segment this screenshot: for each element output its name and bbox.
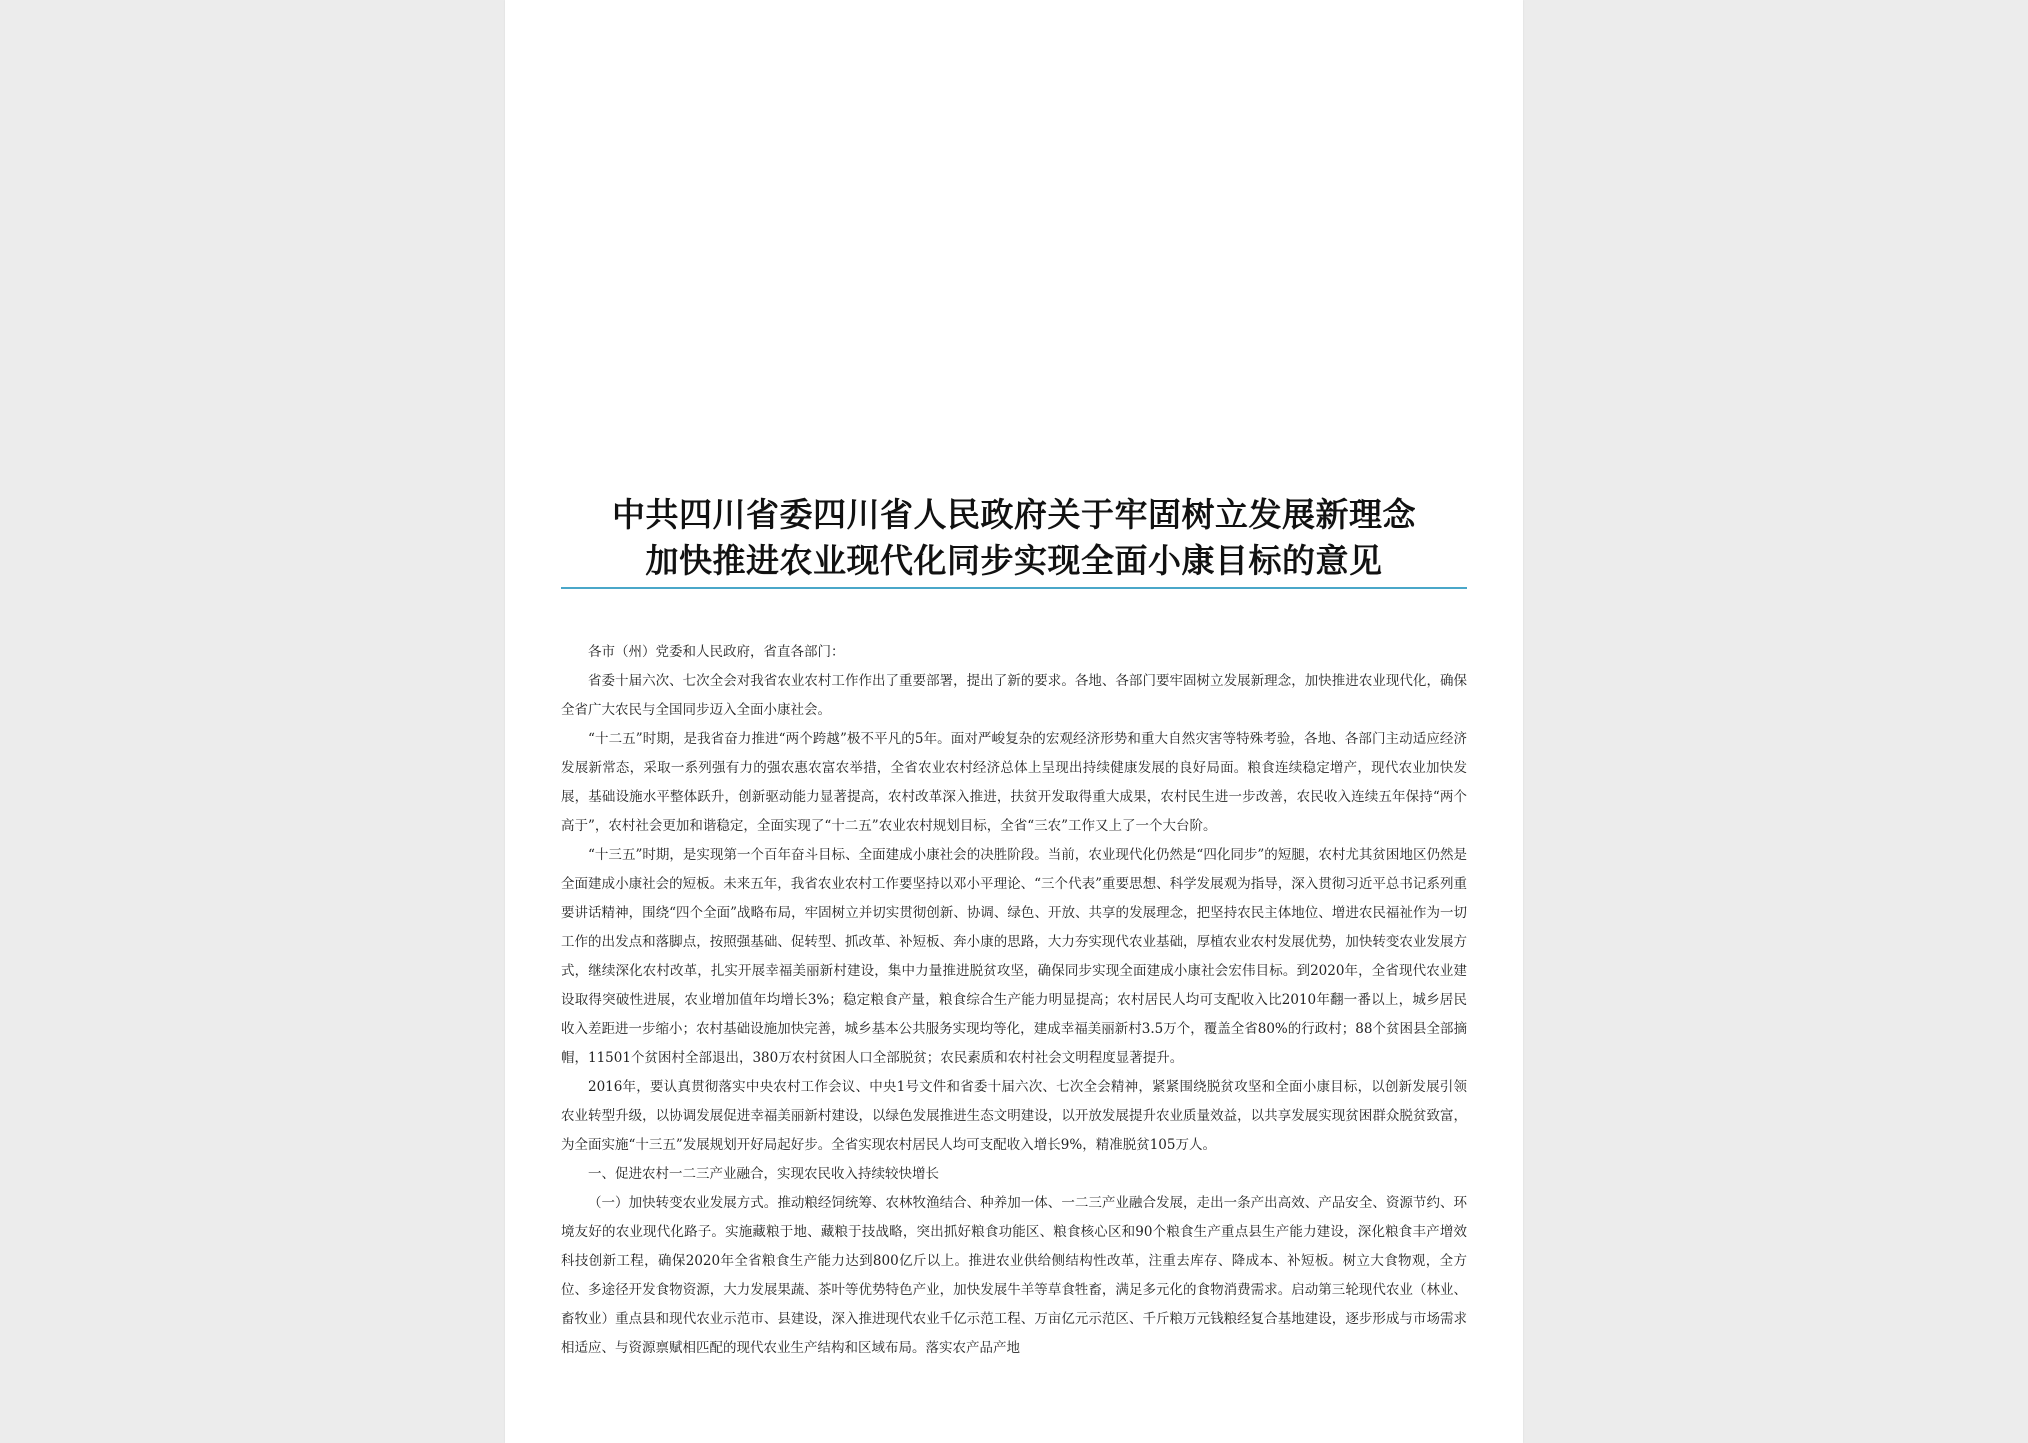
paragraph: “十三五”时期，是实现第一个百年奋斗目标、全面建成小康社会的决胜阶段。当前，农业现代化仍然是“四化同步”的短腿，农村尤其贫困地区仍然是全面建成小康社会的短板。未来五年，我省农业农村工作要坚持以邓小平理论、“三个代表”重要思想、科学发展观为指导，深入贯彻习近平总书记系列重要讲话精神，围绕“四个全面”战略布局，牢固树立并切实贯彻创新、协调、绿色、开放、共享的发展理念，把坚持农民主体地位、增进农民福祉作为一切工作的出发点和落脚点，按照强基础、促转型、抓改革、补短板、奔小康的思路，大力夯实现代农业基础，厚植农业农村发展优势，加快转变农业发展方式，继续深化农村改革，扎实开展幸福美丽新村建设，集中力量推进脱贫攻坚，确保同步实现全面建成小康社会宏伟目标。到2020年，全省现代农业建设取得突破性进展，农业增加值年均增长3%；稳定粮食产量，粮食综合生产能力明显提高；农村居民人均可支配收入比2010年翻一番以上，城乡居民收入差距进一步缩小；农村基础设施加快完善，城乡基本公共服务实现均等化，建成幸福美丽新村3.5万个，覆盖全省80%的行政村；88个贫困县全部摘帽，11501个贫困村全部退出，380万农村贫困人口全部脱贫；农民素质和农村社会文明程度显著提升。 xyxy=(561,847,1467,1066)
title-divider xyxy=(561,587,1467,589)
document-page xyxy=(505,0,1523,1443)
paragraph: （一）加快转变农业发展方式。推动粮经饲统筹、农林牧渔结合、种养加一体、一二三产业融合发展，走出一条产出高效、产品安全、资源节约、环境友好的农业现代化路子。实施藏粮于地、藏粮于技战略，突出抓好粮食功能区、粮食核心区和90个粮食生产重点县生产能力建设，深化粮食丰产增效科技创新工程，确保2020年全省粮食生产能力达到800亿斤以上。推进农业供给侧结构性改革，注重去库存、降成本、补短板。树立大食物观，全方位、多途径开发食物资源，大力发展果蔬、茶叶等优势特色产业，加快发展牛羊等草食牲畜，满足多元化的食物消费需求。启动第三轮现代农业（林业、畜牧业）重点县和现代农业示范市、县建设，深入推进现代农业千亿示范工程、万亩亿元示范区、千斤粮万元钱粮经复合基地建设，逐步形成与市场需求相适应、与资源禀赋相匹配的现代农业生产结构和区域布局。落实农产品产地 xyxy=(561,1195,1467,1356)
salutation: 各市（州）党委和人民政府，省直各部门： xyxy=(588,644,845,660)
title-line-2: 加快推进农业现代化同步实现全面小康目标的意见 xyxy=(645,541,1383,580)
paragraph: “十二五”时期，是我省奋力推进“两个跨越”极不平凡的5年。面对严峻复杂的宏观经济形势和重大自然灾害等特殊考验，各地、各部门主动适应经济发展新常态，采取一系列强有力的强农惠农富农举措，全省农业农村经济总体上呈现出持续健康发展的良好局面。粮食连续稳定增产，现代农业加快发展，基础设施水平整体跃升，创新驱动能力显著提高，农村改革深入推进，扶贫开发取得重大成果，农村民生进一步改善，农民收入连续五年保持“两个高于”，农村社会更加和谐稳定，全面实现了“十二五”农业农村规划目标，全省“三农”工作又上了一个大台阶。 xyxy=(561,731,1467,834)
paragraph: 2016年，要认真贯彻落实中央农村工作会议、中央1号文件和省委十届六次、七次全会精神，紧紧围绕脱贫攻坚和全面小康目标，以创新发展引领农业转型升级，以协调发展促进幸福美丽新村建设，以绿色发展推进生态文明建设，以开放发展提升农业质量效益，以共享发展实现贫困群众脱贫致富，为全面实施“十三五”发展规划开好局起好步。全省实现农村居民人均可支配收入增长9%，精准脱贫105万人。 xyxy=(561,1079,1467,1153)
document-body xyxy=(561,638,1467,1363)
title-line-1: 中共四川省委四川省人民政府关于牢固树立发展新理念 xyxy=(612,495,1416,534)
section-heading: 一、促进农村一二三产业融合，实现农民收入持续较快增长 xyxy=(588,1166,939,1182)
document-title xyxy=(561,492,1467,584)
paragraph: 省委十届六次、七次全会对我省农业农村工作作出了重要部署，提出了新的要求。各地、各部门要牢固树立发展新理念，加快推进农业现代化，确保全省广大农民与全国同步迈入全面小康社会。 xyxy=(561,673,1467,718)
